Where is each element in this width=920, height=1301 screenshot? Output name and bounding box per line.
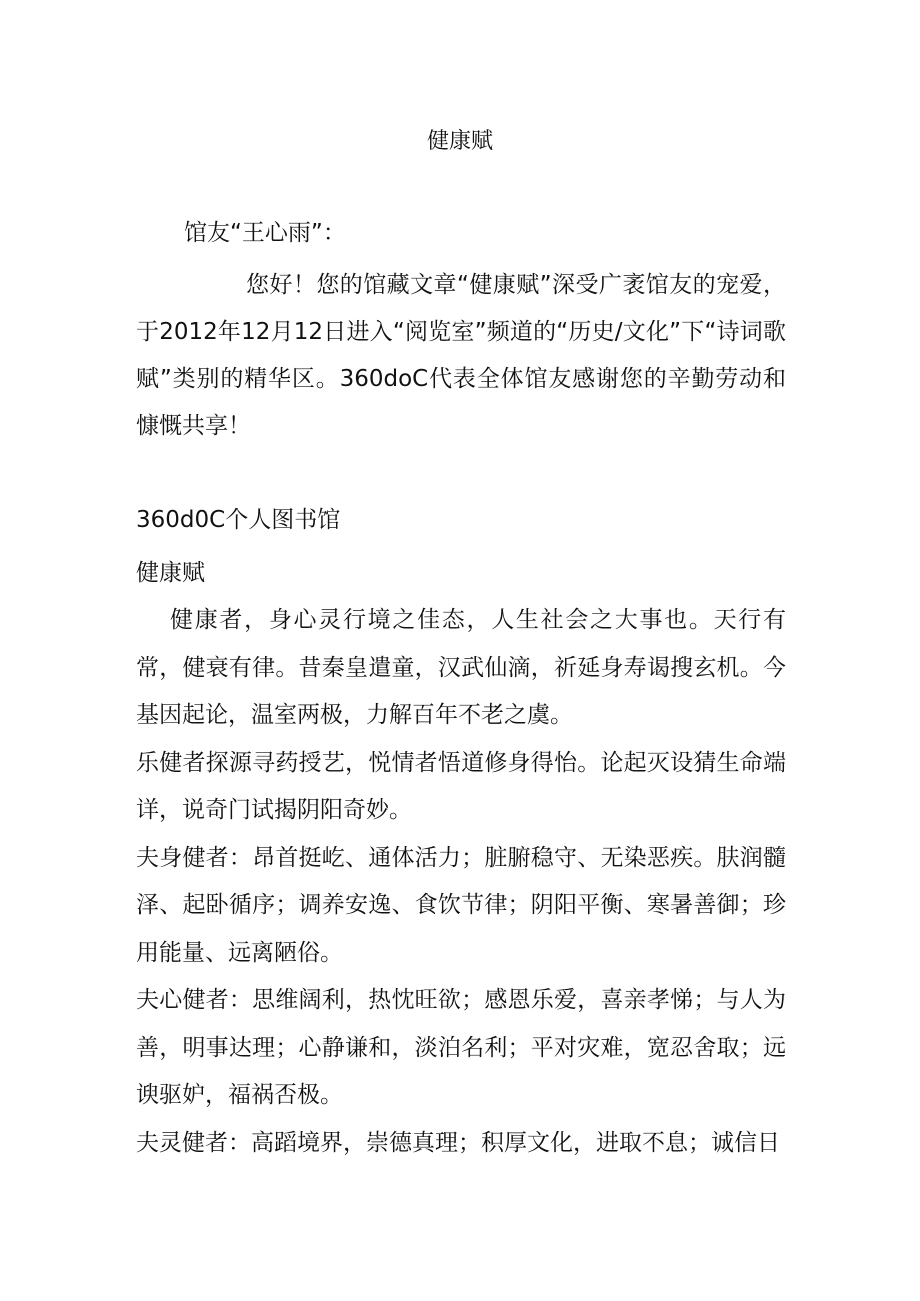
paragraph-body-health: 夫身健者：昂首挺屹、通体活力；脏腑稳守、无染恶疾。肤润髓泽、起卧循序；调养安逸、食饮节律；阴阳平衡、寒暑善御；珍用能量、远离陋俗。 — [136, 844, 786, 966]
document-title: 健康赋 — [426, 129, 493, 154]
notice-paragraph: 您好！您的馆藏文章“健康赋”深受广袤馆友的宠爱，于2012年12月12日进入“阅览室”频道的“历史/文化”下“诗词歌赋”类别的精华区。360doC代表全体馆友感谢您的辛勤劳动和慷慨共享！ — [136, 272, 786, 439]
notice-message — [136, 262, 786, 450]
greeting-line: 馆友“王心雨”： — [184, 220, 346, 246]
body-title: 健康赋 — [136, 560, 205, 586]
paragraph-intro: 健康者，身心灵行境之佳态，人生社会之大事也。天行有常，健衰有律。昔秦皇遣童，汉武仙滴，祈延身寿谒搜玄机。今基因起论，温室两极，力解百年不老之虞。 — [136, 607, 786, 728]
paragraph-spirit-health: 夫灵健者：高蹈境界，崇德真理；积厚文化，进取不息；诚信日 — [136, 1129, 780, 1156]
paragraph-joy: 乐健者探源寻药授艺，悦情者悟道修身得怡。论起灭设猜生命端详，说奇门试揭阴阳奇妙。 — [136, 749, 786, 823]
body-text — [136, 597, 786, 1167]
paragraph-mind-health: 夫心健者：思维阔利，热忱旺欲；感恩乐爱，喜亲孝悌；与人为善，明事达理；心静谦和，淡泊名利；平对灾难，宽忍舍取；远谀驱妒，福祸否极。 — [136, 987, 786, 1108]
library-name: 360d0C个人图书馆 — [136, 507, 341, 533]
